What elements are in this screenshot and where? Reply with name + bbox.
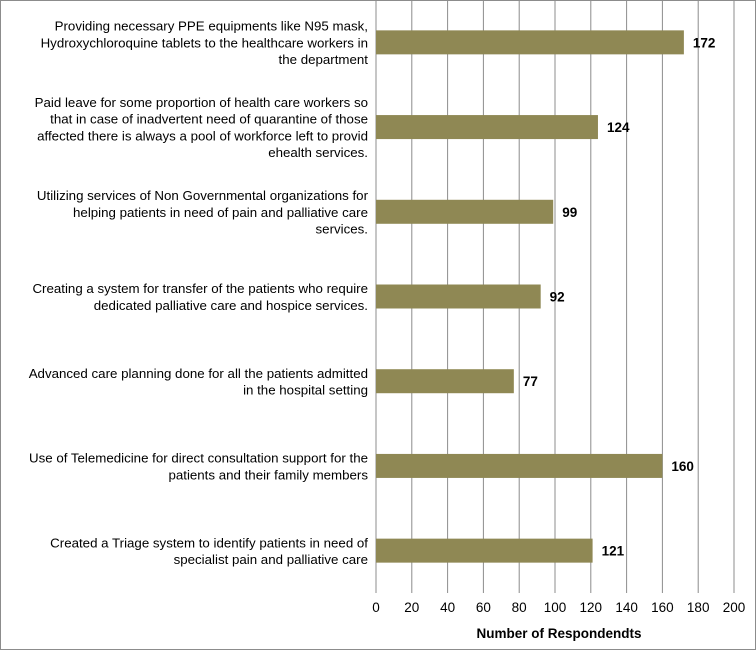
bar-value-label: 121 xyxy=(601,543,625,559)
bar-value-label: 124 xyxy=(606,120,630,136)
bar xyxy=(376,454,662,478)
category-label-line: Utilizing services of Non Governmental organizations for xyxy=(36,188,368,204)
category-labels xyxy=(29,19,369,567)
x-axis-title: Number of Respondendts xyxy=(476,626,642,641)
x-tick-label: 160 xyxy=(651,600,674,615)
category-label-line: dedicated palliative care and hospice services. xyxy=(93,297,368,313)
bar-value-label: 77 xyxy=(522,374,538,390)
category-label-line: Paid leave for some proportion of health care workers so xyxy=(34,95,368,111)
x-tick-label: 20 xyxy=(404,600,420,615)
category-label xyxy=(50,535,368,567)
bar-value-label: 99 xyxy=(562,204,578,220)
x-tick-label: 140 xyxy=(615,600,638,615)
bar xyxy=(376,369,514,393)
category-label-line: specialist pain and palliative care xyxy=(173,551,368,567)
category-label-line: helping patients in need of pain and palliative care xyxy=(73,204,368,220)
bar xyxy=(376,30,684,54)
x-tick-label: 80 xyxy=(511,600,527,615)
bar xyxy=(376,539,593,563)
category-label-line: Hydroxychloroquine tablets to the healthcare workers in xyxy=(40,35,368,51)
x-tick-label: 180 xyxy=(686,600,710,615)
category-label xyxy=(37,188,369,236)
category-label xyxy=(29,451,368,483)
category-label-line: that in case of inadvertent need of quarantine of those xyxy=(50,111,368,127)
category-label xyxy=(41,19,369,67)
bars xyxy=(376,30,684,562)
category-label-line: the department xyxy=(278,52,368,68)
x-tick-label: 60 xyxy=(475,600,491,615)
bar xyxy=(376,200,553,224)
bar-value-label: 172 xyxy=(692,35,716,51)
category-label-line: Providing necessary PPE equipments like N95 mask, xyxy=(54,18,368,34)
category-label-line: in the hospital setting xyxy=(243,382,368,398)
category-label-line: patients and their family members xyxy=(168,467,368,483)
category-label-line: Use of Telemedicine for direct consultation support for the xyxy=(28,450,368,466)
category-label xyxy=(35,95,368,160)
category-label-line: affected there is always a pool of workforce left to provid xyxy=(37,128,368,144)
bar-value-label: 92 xyxy=(549,289,565,305)
x-tick-label: 120 xyxy=(579,600,603,615)
bar xyxy=(376,285,541,309)
x-tick-labels xyxy=(372,600,745,615)
x-tick-label: 40 xyxy=(440,600,456,615)
bar xyxy=(376,115,598,139)
category-label-line: Advanced care planning done for all the patients admitted xyxy=(28,365,368,381)
x-tick-label: 200 xyxy=(722,600,746,615)
category-label-line: services. xyxy=(315,221,368,237)
category-label-line: Creating a system for transfer of the patients who require xyxy=(32,281,368,297)
category-label xyxy=(32,281,368,313)
value-labels xyxy=(523,35,716,558)
category-label-line: Created a Triage system to identify patients in need of xyxy=(50,535,368,551)
bar-value-label: 160 xyxy=(671,458,694,474)
x-tick-label: 100 xyxy=(543,600,567,615)
x-tick-label: 0 xyxy=(372,600,380,615)
category-label-line: ehealth services. xyxy=(268,145,368,161)
category-label xyxy=(29,366,368,398)
